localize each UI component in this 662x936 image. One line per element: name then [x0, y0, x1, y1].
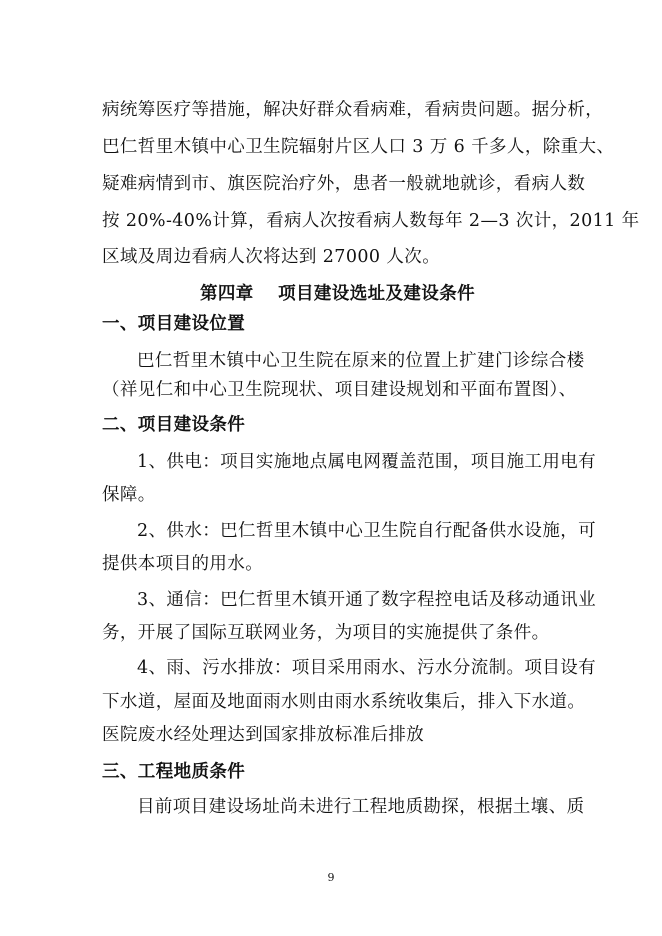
text-line: 巴仁哲里木镇中心卫生院辐射片区人口 3 万 6 千多人，除重大、	[102, 137, 615, 157]
text-line: 医院废水经处理达到国家排放标准后排放	[102, 725, 425, 745]
text-line: 疑难病情到市、旗医院治疗外，患者一般就地就诊，看病人数	[102, 174, 586, 194]
text-line: 提供本项目的用水。	[102, 554, 264, 574]
text-line: 1、供电：项目实施地点属电网覆盖范围，项目施工用电有	[137, 452, 597, 472]
text-line: 病统筹医疗等措施，解决好群众看病难，看病贵问题。据分析，	[102, 100, 604, 120]
text-line: 4、雨、污水排放：项目采用雨水、污水分流制。项目设有	[137, 658, 597, 678]
text-line: 按 20%-40%计算，看病人次按看病人数每年 2—3 次计，2011 年	[102, 211, 640, 231]
text-line: 2、供水：巴仁哲里木镇中心卫生院自行配备供水设施，可	[137, 521, 597, 541]
chapter-title: 第四章 项目建设选址及建设条件	[200, 284, 475, 304]
text-line: 目前项目建设场址尚未进行工程地质勘探，根据土壤、质	[137, 797, 585, 817]
text-line: 保障。	[102, 485, 156, 505]
text-line: （祥见仁和中心卫生院现状、项目建设规划和平面布置图）、	[102, 380, 577, 400]
page-number: 9	[327, 871, 335, 884]
text-line: 下水道，屋面及地面雨水则由雨水系统收集后，排入下水道。	[102, 692, 586, 712]
section-heading: 三、工程地质条件	[102, 762, 246, 782]
text-line: 区域及周边看病人次将达到 27000 人次。	[102, 247, 441, 267]
text-line: 务，开展了国际互联网业务，为项目的实施提供了条件。	[102, 623, 550, 643]
section-heading: 一、项目建设位置	[102, 314, 246, 334]
text-line: 巴仁哲里木镇中心卫生院在原来的位置上扩建门诊综合楼	[137, 351, 585, 371]
section-heading: 二、项目建设条件	[102, 415, 246, 435]
text-line: 3、通信：巴仁哲里木镇开通了数字程控电话及移动通讯业	[137, 590, 597, 610]
